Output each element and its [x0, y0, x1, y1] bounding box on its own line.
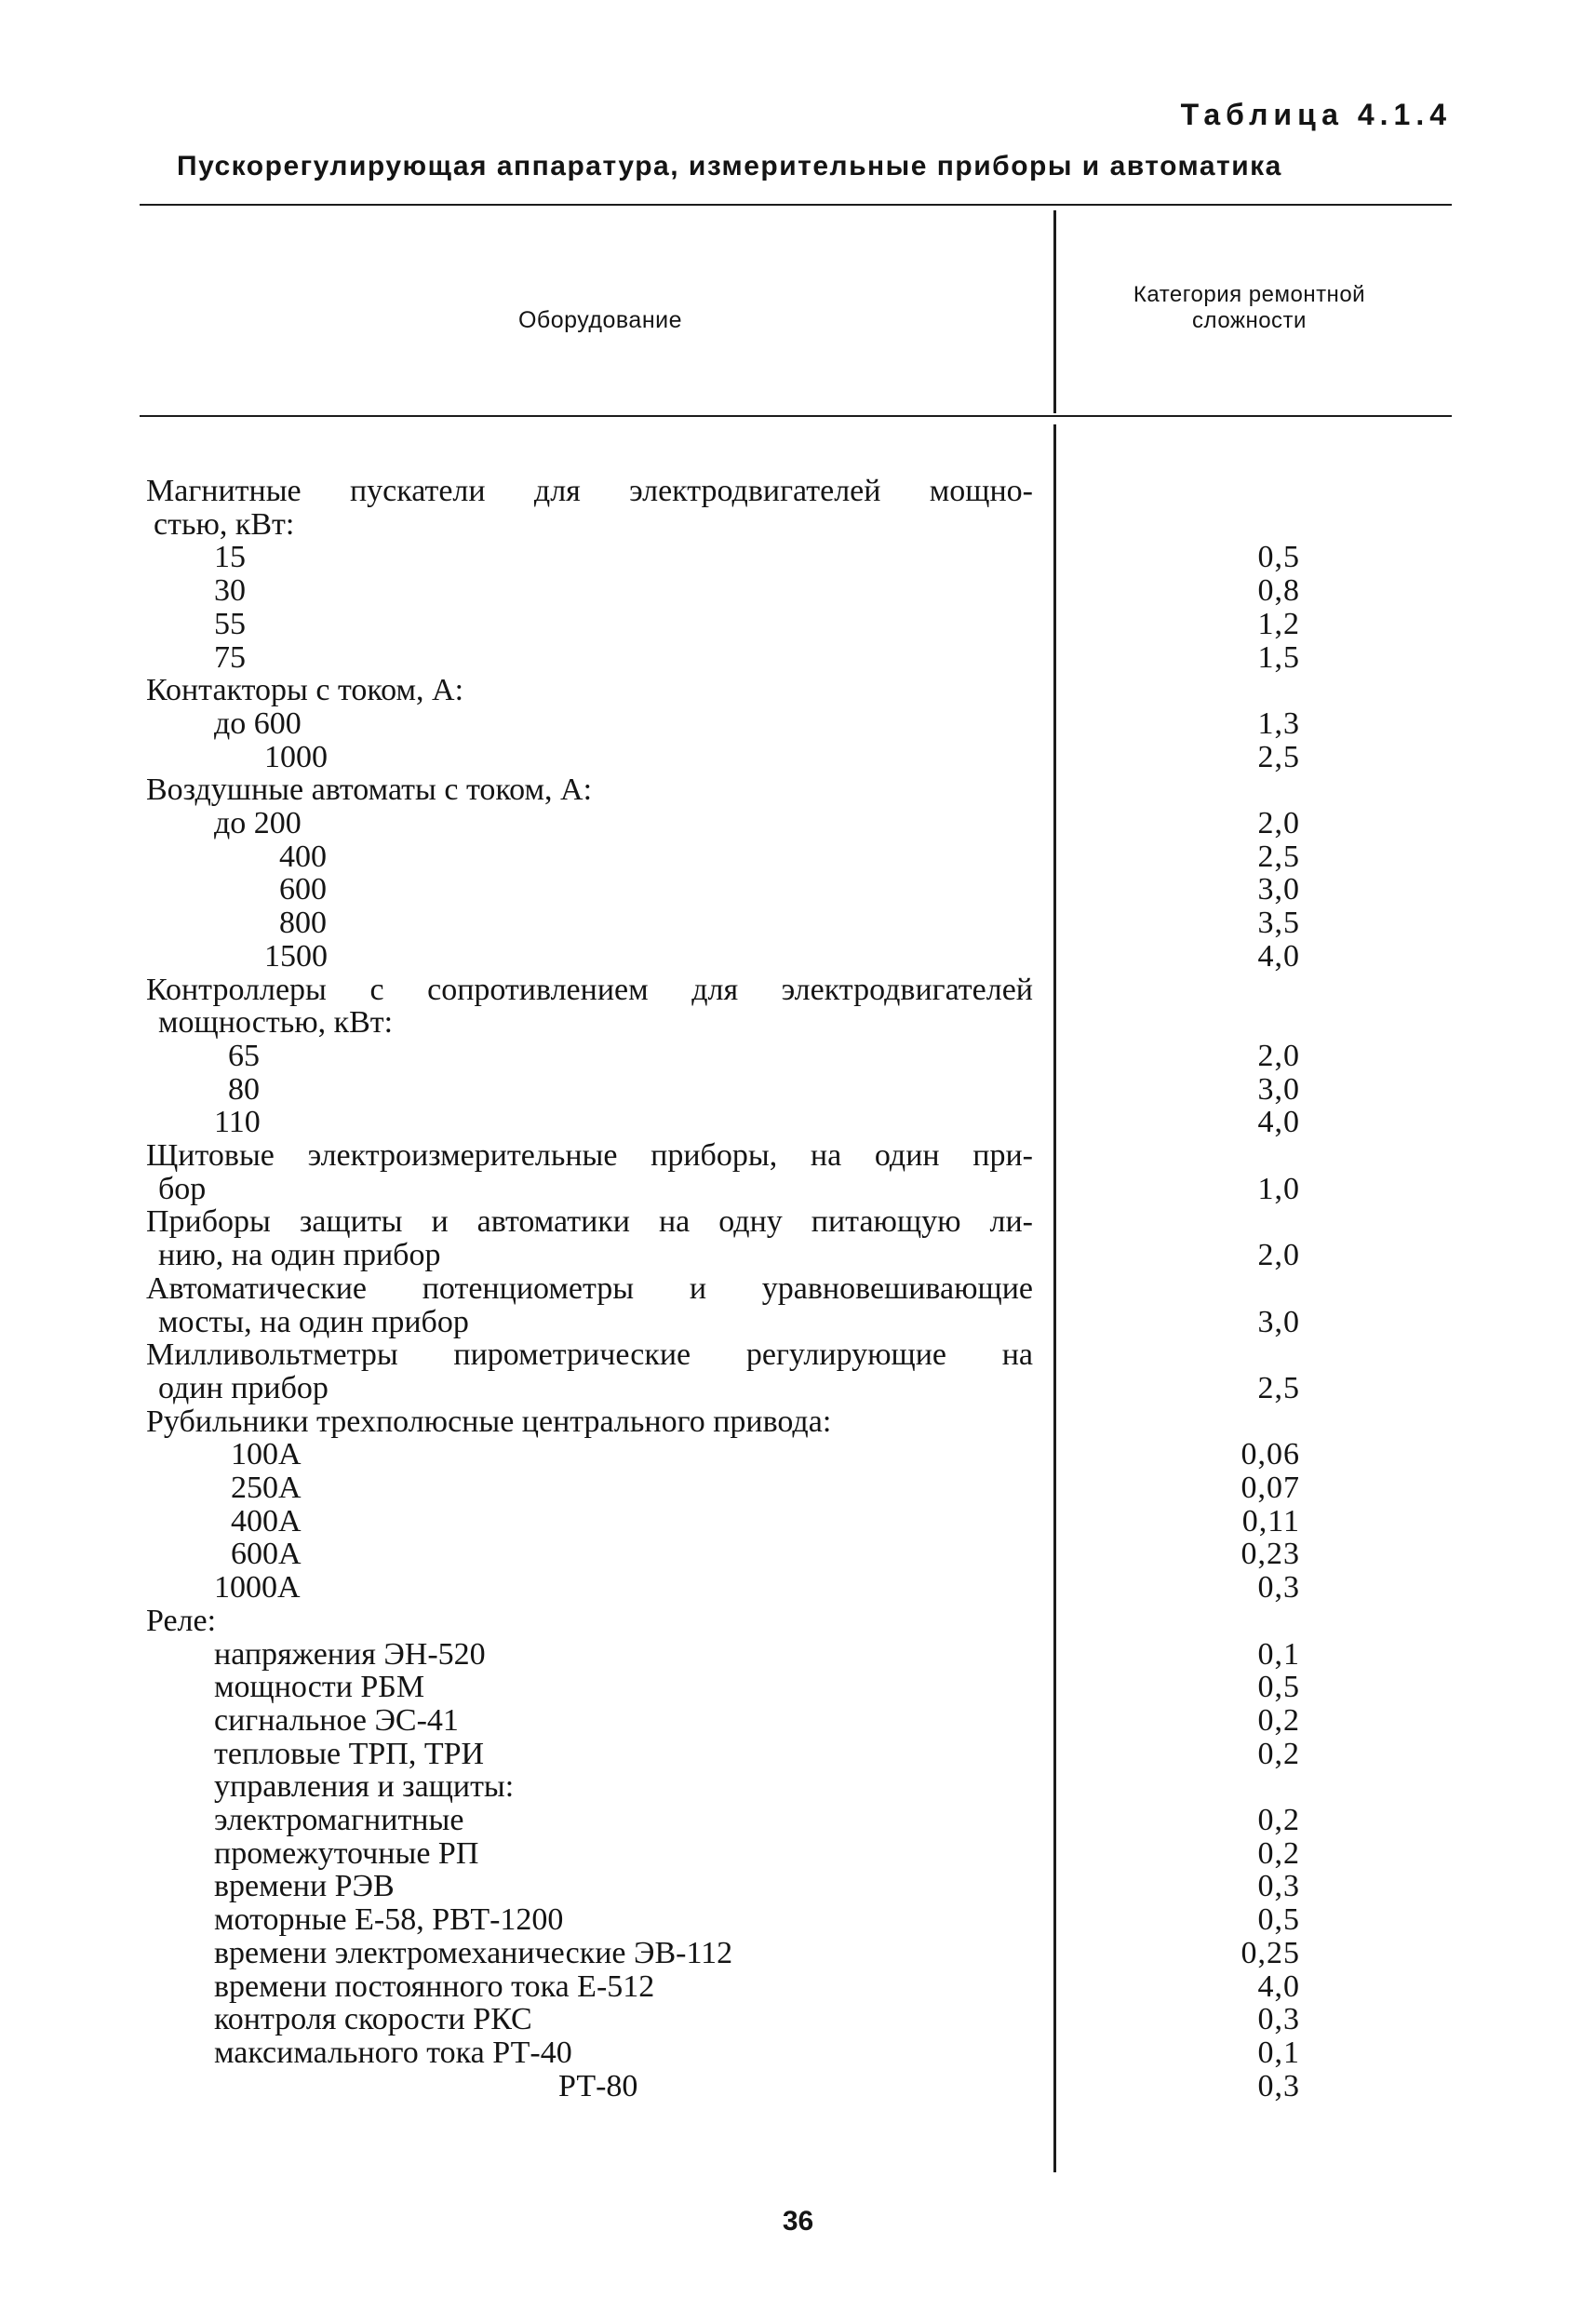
- equipment-text: 600: [279, 872, 327, 907]
- equipment-text: 1000А: [214, 1570, 301, 1606]
- table-row: [0, 1671, 1596, 1704]
- table-row: [0, 974, 1596, 1007]
- table-row: [0, 1040, 1596, 1073]
- table-row: [0, 1006, 1596, 1040]
- category-value: 0,06: [1241, 1437, 1300, 1472]
- equipment-text: бор: [158, 1171, 207, 1206]
- table-row: [0, 1471, 1596, 1505]
- category-value: 0,2: [1257, 1835, 1300, 1871]
- equipment-text: Щитовые электроизмерительные приборы, на один при-: [146, 1139, 1033, 1173]
- equipment-text: тепловые ТРП, ТРИ: [214, 1736, 485, 1771]
- equipment-text: Контакторы с током, А:: [146, 673, 464, 708]
- category-value: 2,0: [1257, 1238, 1300, 1273]
- table-row: [0, 1505, 1596, 1538]
- equipment-text: времени электромеханические ЭВ-112: [214, 1935, 733, 1970]
- table-row: [0, 1937, 1596, 1970]
- page-number: 36: [782, 2206, 814, 2237]
- equipment-text: 400: [279, 839, 327, 874]
- header-top-rule: [140, 204, 1452, 206]
- table-row: [0, 1538, 1596, 1571]
- table-row: [0, 873, 1596, 907]
- table-row: [0, 1405, 1596, 1439]
- equipment-text: моторные Е-58, РВТ-1200: [214, 1902, 564, 1938]
- equipment-text: 110: [214, 1105, 261, 1140]
- equipment-text: Приборы защиты и автоматики на одну питающую ли-: [146, 1205, 1033, 1240]
- equipment-text: напряжения ЭН-520: [214, 1636, 486, 1672]
- equipment-text: один прибор: [158, 1370, 329, 1405]
- equipment-text: Контроллеры с сопротивлением для электродвигателей: [146, 973, 1033, 1007]
- category-value: 1,2: [1257, 606, 1300, 641]
- table-row: [0, 1738, 1596, 1771]
- table-row: [0, 1870, 1596, 1903]
- category-value: 2,5: [1257, 839, 1300, 874]
- table-row: [0, 1903, 1596, 1937]
- equipment-text: времени РЭВ: [214, 1869, 395, 1904]
- table-row: [0, 1106, 1596, 1139]
- equipment-text: 65: [228, 1038, 260, 1073]
- equipment-text: РТ-80: [558, 2068, 638, 2103]
- header-column-divider: [1053, 210, 1056, 413]
- category-value: 3,0: [1257, 1071, 1300, 1107]
- table-title: Пускорегулирующая аппаратура, измерительные приборы и автоматика: [177, 151, 1282, 181]
- category-value: 0,07: [1241, 1471, 1300, 1505]
- equipment-text: Реле:: [146, 1603, 217, 1638]
- equipment-text: промежуточные РП: [214, 1835, 479, 1871]
- table-row: [0, 674, 1596, 707]
- category-value: 0,3: [1257, 1869, 1300, 1904]
- table-row: [0, 907, 1596, 940]
- equipment-text: до 600: [214, 705, 302, 741]
- table-row: [0, 1272, 1596, 1306]
- category-value: 3,0: [1257, 1304, 1300, 1339]
- table-row: [0, 840, 1596, 874]
- equipment-text: 75: [214, 639, 246, 675]
- category-value: 0,2: [1257, 1702, 1300, 1738]
- category-value: 0,23: [1241, 1537, 1300, 1572]
- header-bottom-rule: [140, 415, 1452, 417]
- equipment-text: Магнитные пускатели для электродвигателей мощно-: [146, 475, 1033, 508]
- equipment-text: мощностью, кВт:: [158, 1005, 394, 1041]
- table-row: [0, 1205, 1596, 1239]
- category-value: 1,5: [1257, 639, 1300, 675]
- equipment-text: Милливольтметры пирометрические регулирующие на: [146, 1338, 1033, 1373]
- equipment-text: 80: [228, 1071, 260, 1107]
- table-row: [0, 475, 1596, 508]
- table-row: [0, 1837, 1596, 1871]
- equipment-text: максимального тока РТ-40: [214, 2035, 572, 2070]
- category-value: 1,3: [1257, 705, 1300, 741]
- table-row: [0, 1173, 1596, 1206]
- equipment-text: 1000: [264, 739, 328, 774]
- equipment-text: нию, на один прибор: [158, 1238, 441, 1273]
- table-row: [0, 1638, 1596, 1672]
- equipment-text: Рубильники трехполюсные центрального привода:: [146, 1404, 832, 1439]
- equipment-text: электромагнитные: [214, 1803, 464, 1837]
- equipment-text: мощности РБМ: [214, 1670, 425, 1705]
- category-value: 0,25: [1241, 1935, 1300, 1970]
- column-header-equipment: Оборудование: [517, 307, 683, 333]
- equipment-text: 55: [214, 606, 246, 641]
- equipment-text: 600А: [231, 1537, 302, 1572]
- category-value: 0,2: [1257, 1803, 1300, 1837]
- equipment-text: стью, кВт:: [154, 506, 295, 542]
- category-value: 0,5: [1257, 1670, 1300, 1705]
- equipment-text: времени постоянного тока Е-512: [214, 1968, 655, 2004]
- table-row: [0, 541, 1596, 574]
- equipment-text: 250А: [231, 1471, 302, 1505]
- table-row: [0, 1605, 1596, 1638]
- table-row: [0, 1704, 1596, 1738]
- equipment-text: 800: [279, 906, 327, 941]
- table-row: [0, 2036, 1596, 2070]
- category-value: 3,5: [1257, 906, 1300, 941]
- table-row: [0, 608, 1596, 641]
- category-value: 0,11: [1241, 1503, 1300, 1538]
- table-row: [0, 1338, 1596, 1372]
- table-row: [0, 1239, 1596, 1272]
- equipment-text: мосты, на один прибор: [158, 1304, 469, 1339]
- category-value: 2,0: [1257, 806, 1300, 840]
- category-value: 4,0: [1257, 938, 1300, 974]
- category-value: 0,8: [1257, 573, 1300, 609]
- equipment-text: Воздушные автоматы с током, А:: [146, 773, 593, 808]
- category-value: 2,5: [1257, 739, 1300, 774]
- table-row: [0, 1571, 1596, 1605]
- category-value: 1,0: [1257, 1171, 1300, 1206]
- equipment-text: 1500: [264, 938, 328, 974]
- table-row: [0, 773, 1596, 807]
- category-value: 3,0: [1257, 872, 1300, 907]
- category-value: 0,3: [1257, 2002, 1300, 2037]
- equipment-text: до 200: [214, 806, 302, 840]
- table-row: [0, 2003, 1596, 2036]
- category-value: 0,3: [1257, 1570, 1300, 1606]
- table-row: [0, 707, 1596, 741]
- table-row: [0, 1804, 1596, 1837]
- table-row: [0, 1372, 1596, 1405]
- table-row: [0, 574, 1596, 608]
- equipment-text: Автоматические потенциометры и уравновешивающие: [146, 1271, 1033, 1306]
- column-header-category: [1070, 282, 1428, 334]
- category-value: 4,0: [1257, 1105, 1300, 1140]
- table-row: [0, 807, 1596, 840]
- category-value: 0,5: [1257, 540, 1300, 575]
- table-row: [0, 1073, 1596, 1107]
- category-value: 0,1: [1257, 2035, 1300, 2070]
- column-header-category-line2: сложности: [1192, 308, 1307, 333]
- equipment-text: 100А: [231, 1437, 302, 1472]
- equipment-text: управления и защиты:: [214, 1769, 515, 1805]
- category-value: 0,2: [1257, 1736, 1300, 1771]
- category-value: 4,0: [1257, 1968, 1300, 2004]
- category-value: 2,0: [1257, 1038, 1300, 1073]
- category-value: 0,3: [1257, 2068, 1300, 2103]
- table-row: [0, 2070, 1596, 2103]
- column-header-category-line1: Категория ремонтной: [1133, 282, 1366, 307]
- table-row: [0, 1438, 1596, 1471]
- equipment-text: 400А: [231, 1503, 302, 1538]
- table-row: [0, 1139, 1596, 1173]
- table-label: Таблица 4.1.4: [1180, 98, 1452, 131]
- table-row: [0, 940, 1596, 974]
- table-row: [0, 741, 1596, 774]
- table-row: [0, 641, 1596, 675]
- category-value: 0,5: [1257, 1902, 1300, 1938]
- equipment-text: контроля скорости РКС: [214, 2002, 532, 2037]
- table-row: [0, 1306, 1596, 1339]
- category-value: 2,5: [1257, 1370, 1300, 1405]
- table-row: [0, 1970, 1596, 2004]
- equipment-text: 15: [214, 540, 246, 575]
- equipment-text: 30: [214, 573, 246, 609]
- table-row: [0, 1770, 1596, 1804]
- equipment-text: сигнальное ЭС-41: [214, 1702, 459, 1738]
- category-value: 0,1: [1257, 1636, 1300, 1672]
- table-row: [0, 508, 1596, 542]
